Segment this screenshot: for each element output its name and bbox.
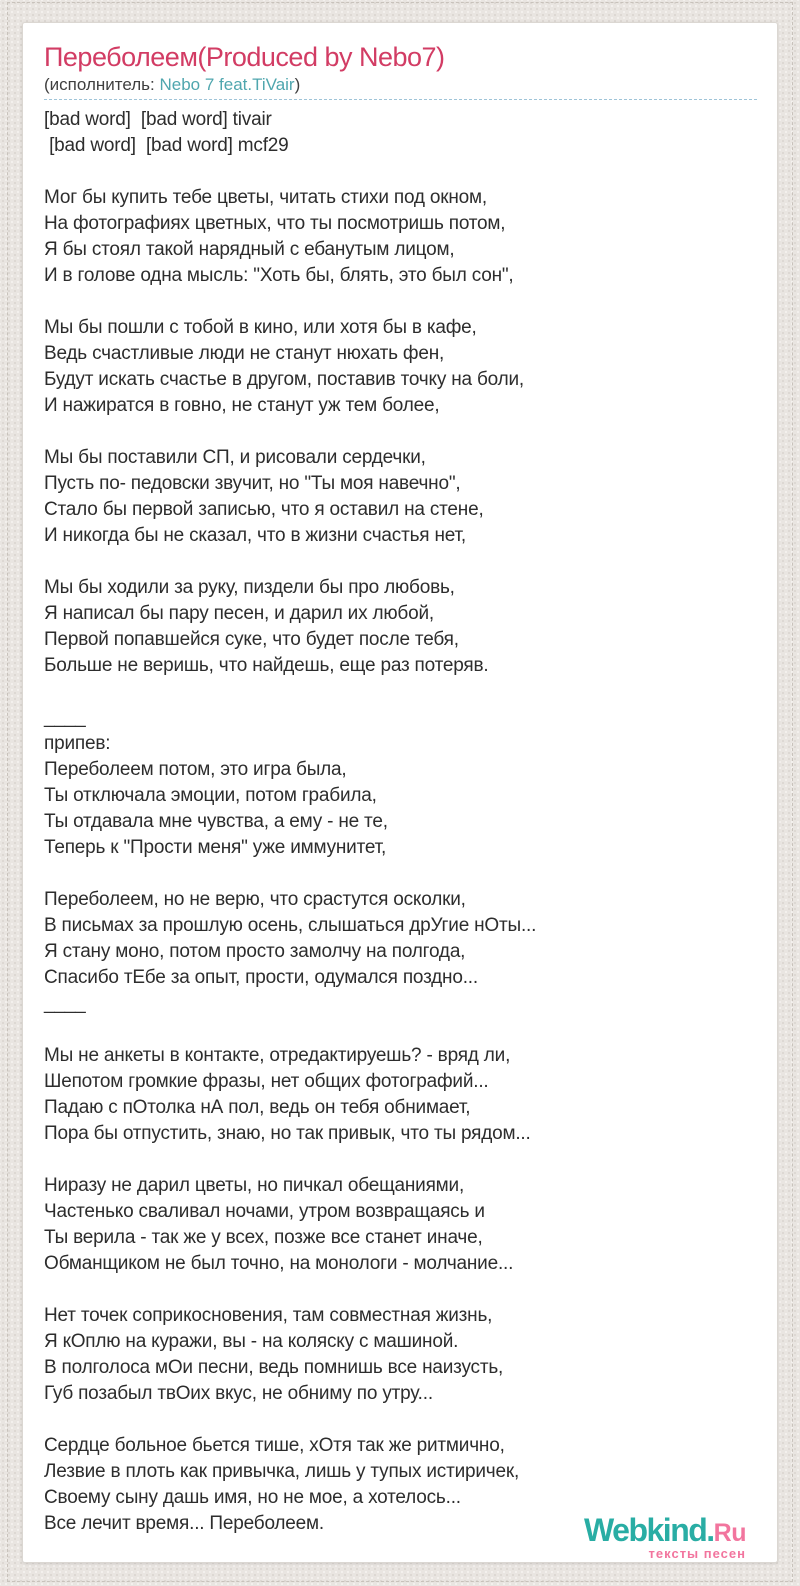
lyric-line: Я стану моно, потом просто замолчу на полгода, [44, 941, 466, 962]
lyric-line: Я бы стоял такой нарядный с ебанутым лицом, [44, 239, 455, 260]
lyric-line: Нет точек соприкосновения, там совместная жизнь, [44, 1305, 493, 1326]
lyric-line [44, 1147, 757, 1173]
lyric-line: Мог бы купить тебе цветы, читать стихи под окном, [44, 187, 487, 208]
lyrics-text [44, 107, 757, 1537]
lyric-line [44, 419, 757, 445]
webkind-logo-tagline: тексты песен [648, 1546, 746, 1561]
lyric-line: Губ позабыл твОих вкус, не обниму по утру... [44, 1383, 433, 1404]
lyric-line: Лезвие в плоть как привычка, лишь у тупых истиричек, [44, 1461, 520, 1482]
lyric-line: В письмах за прошлую осень, слышаться дрУгие нОты... [44, 915, 537, 936]
lyrics-card [22, 22, 778, 1563]
lyric-line: Я кОплю на куражи, вы - на коляску с машиной. [44, 1331, 459, 1352]
lyric-line: Ведь счастливые люди не станут нюхать фен, [44, 343, 445, 364]
lyric-line: ____ [44, 993, 86, 1014]
artist-link[interactable]: Nebo 7 feat.TiVair [159, 75, 295, 94]
lyric-line: Частенько сваливал ночами, утром возвращаясь и [44, 1201, 485, 1222]
webkind-logo-ru: Ru [713, 1519, 746, 1547]
song-title: Переболеем(Produced by Nebo7) [44, 42, 445, 72]
lyric-line: Мы бы ходили за руку, пиздели бы про любовь, [44, 577, 455, 598]
lyric-line [44, 679, 757, 705]
lyric-line: [bad word] [bad word] tivair [44, 109, 272, 130]
lyric-line [44, 1407, 757, 1433]
lyric-line: И нажиратся в говно, не станут уж тем более, [44, 395, 440, 416]
lyric-line: Переболеем, но не верю, что срастутся осколки, [44, 889, 466, 910]
lyric-line: На фотографиях цветных, что ты посмотришь потом, [44, 213, 506, 234]
lyric-line: Больше не веришь, что найдешь, еще раз потеряв. [44, 655, 489, 676]
lyric-line: И никогда бы не сказал, что в жизни счастья нет, [44, 525, 466, 546]
lyric-line: Ты отдавала мне чувства, а ему - не те, [44, 811, 388, 832]
lyric-line [44, 289, 757, 315]
lyric-line: Сердце больное бьется тише, хОтя так же ритмично, [44, 1435, 505, 1456]
lyric-line: Мы не анкеты в контакте, отредактируешь? - вряд ли, [44, 1045, 511, 1066]
lyric-line: Ниразу не дарил цветы, но пичкал обещаниями, [44, 1175, 465, 1196]
lyric-line [44, 861, 757, 887]
lyric-line: Я написал бы пару песен, и дарил их любой, [44, 603, 434, 624]
webkind-logo[interactable] [584, 1514, 746, 1560]
lyric-line: Ты отключала эмоции, потом грабила, [44, 785, 377, 806]
lyric-line: Будут искать счастье в другом, поставив точку на боли, [44, 369, 524, 390]
lyric-line: Теперь к "Прости меня" уже иммунитет, [44, 837, 387, 858]
lyric-line: Мы бы пошли с тобой в кино, или хотя бы в кафе, [44, 317, 477, 338]
lyric-line: Ты верила - так же у всех, позже все станет иначе, [44, 1227, 483, 1248]
lyric-line: Мы бы поставили СП, и рисовали сердечки, [44, 447, 426, 468]
artist-label-close: ) [294, 75, 301, 94]
lyric-line: Стало бы первой записью, что я оставил на стене, [44, 499, 484, 520]
lyric-line: Шепотом громкие фразы, нет общих фотографий... [44, 1071, 489, 1092]
lyric-line [44, 159, 757, 185]
lyric-line: Пора бы отпустить, знаю, но так привык, что ты рядом... [44, 1123, 531, 1144]
lyric-line: В полголоса мОи песни, ведь помнишь все наизусть, [44, 1357, 504, 1378]
lyric-line [44, 549, 757, 575]
lyric-line: Все лечит время... Переболеем. [44, 1513, 324, 1534]
lyric-line: Обманщиком не был точно, на монологи - молчание... [44, 1253, 514, 1274]
lyric-line: Пусть по- педовски звучит, но "Ты моя навечно", [44, 473, 461, 494]
lyric-line: припев: [44, 733, 111, 754]
lyric-line: Переболеем потом, это игра была, [44, 759, 347, 780]
lyric-line: ____ [44, 707, 86, 728]
lyric-line: Первой попавшейся суке, что будет после тебя, [44, 629, 459, 650]
lyric-line: И в голове одна мысль: "Хоть бы, блять, это был сон", [44, 265, 514, 286]
webkind-logo-main: Webkind. [584, 1512, 714, 1548]
artist-label: (исполнитель: [44, 75, 160, 94]
artist-line [44, 75, 757, 100]
lyric-line: Своему сыну дашь имя, но не мое, а хотелось... [44, 1487, 461, 1508]
webkind-logo-text[interactable] [584, 1514, 746, 1546]
lyric-line [44, 1017, 757, 1043]
lyric-line: Падаю с пОтолка нА пол, ведь он тебя обнимает, [44, 1097, 471, 1118]
lyric-line: [bad word] [bad word] mcf29 [44, 135, 289, 156]
lyric-line: Спасибо тЕбе за опыт, прости, одумался поздно... [44, 967, 478, 988]
lyric-line [44, 1277, 757, 1303]
